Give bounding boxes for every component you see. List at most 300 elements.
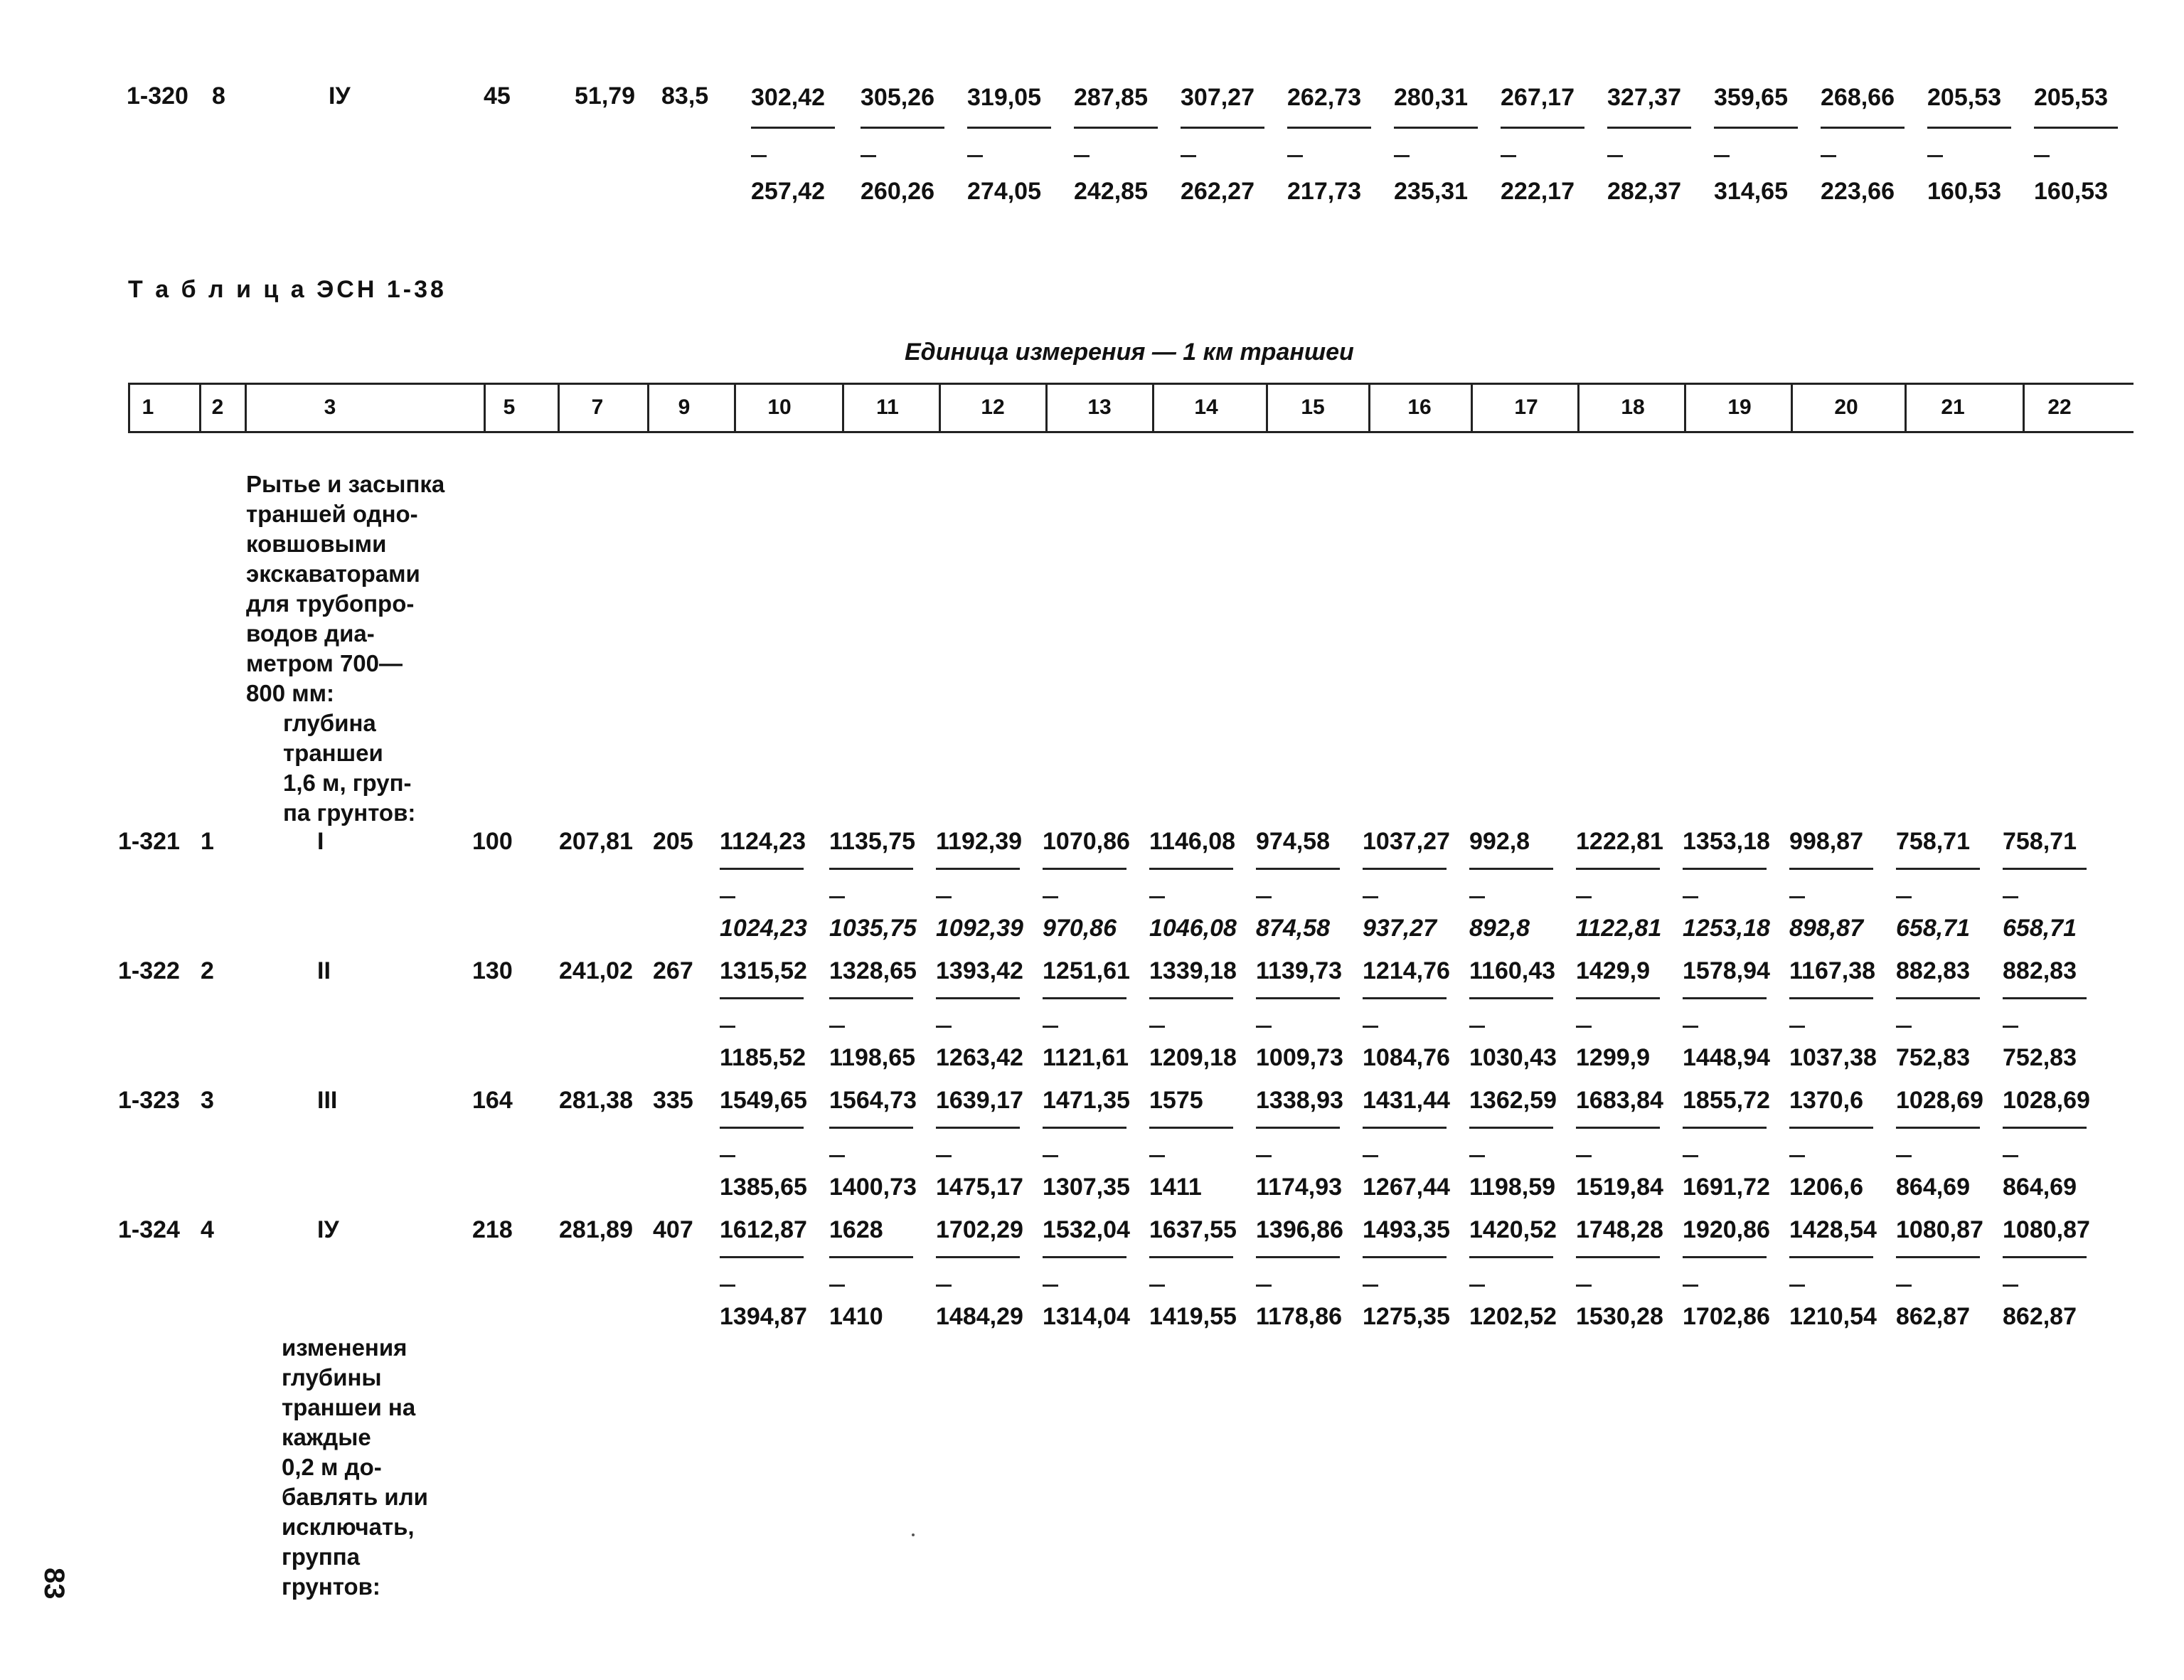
price-top: 1028,69 <box>1896 1087 1983 1114</box>
minus-sign <box>2003 1285 2018 1287</box>
minus-sign <box>1043 1026 1058 1028</box>
row-c9: 335 <box>653 1087 693 1114</box>
minus-sign <box>936 1155 952 1157</box>
price-top: 1135,75 <box>829 828 916 855</box>
minus-sign <box>1149 896 1165 898</box>
price-top: 205,53 <box>2034 84 2108 111</box>
price-top: 1160,43 <box>1469 957 1556 984</box>
price-top: 758,71 <box>2003 828 2077 855</box>
depth-subdescription: глубина траншеи 1,6 м, груп- па грунтов: <box>283 710 416 826</box>
minus-sign <box>751 155 767 157</box>
price-bottom: 1394,87 <box>720 1303 807 1330</box>
price-bottom: 1174,93 <box>1256 1174 1343 1201</box>
header-cell: 22 <box>2047 395 2072 419</box>
price-bottom: 217,73 <box>1287 178 1361 205</box>
minus-sign <box>936 1285 952 1287</box>
fraction-rule <box>720 997 804 999</box>
price-bottom: 1400,73 <box>829 1174 917 1201</box>
fraction-rule <box>720 868 804 870</box>
header-divider <box>842 384 844 432</box>
fraction-rule <box>1287 127 1371 129</box>
price-bottom: 1307,35 <box>1043 1174 1130 1201</box>
price-top: 1393,42 <box>936 957 1023 984</box>
fraction-rule <box>1256 868 1340 870</box>
fraction-rule <box>861 127 944 129</box>
fraction-rule <box>720 1127 804 1129</box>
price-bottom: 1691,72 <box>1683 1174 1770 1201</box>
fraction-rule <box>1149 868 1233 870</box>
minus-sign <box>1821 155 1836 157</box>
price-bottom: 1046,08 <box>1149 915 1237 942</box>
price-bottom: 1314,04 <box>1043 1303 1130 1330</box>
price-bottom: 1198,59 <box>1469 1174 1556 1201</box>
minus-sign <box>1789 1155 1805 1157</box>
fraction-rule <box>1256 1256 1340 1258</box>
fraction-rule <box>829 1256 913 1258</box>
minus-sign <box>1181 155 1196 157</box>
price-bottom: 1267,44 <box>1363 1174 1450 1201</box>
price-top: 1251,61 <box>1043 957 1130 984</box>
price-bottom: 1084,76 <box>1363 1044 1450 1071</box>
prev-row-group: IУ <box>329 83 351 110</box>
minus-sign <box>720 1026 735 1028</box>
fraction-rule <box>1256 1127 1340 1129</box>
row-c7: 241,02 <box>559 957 633 984</box>
fraction-rule <box>1394 127 1478 129</box>
minus-sign <box>720 1155 735 1157</box>
price-top: 305,26 <box>861 84 934 111</box>
price-top: 1167,38 <box>1789 957 1876 984</box>
minus-sign <box>1896 896 1912 898</box>
minus-sign <box>1501 155 1516 157</box>
price-top: 1139,73 <box>1256 957 1343 984</box>
header-cell: 13 <box>1087 395 1112 419</box>
price-top: 1748,28 <box>1576 1216 1663 1243</box>
price-bottom: 235,31 <box>1394 178 1468 205</box>
header-divider <box>484 384 486 432</box>
minus-sign <box>1363 1026 1378 1028</box>
fraction-rule <box>829 868 913 870</box>
fraction-rule <box>1074 127 1158 129</box>
fraction-rule <box>1896 1127 1980 1129</box>
price-bottom: 937,27 <box>1363 915 1437 942</box>
minus-sign <box>1043 1285 1058 1287</box>
price-top: 882,83 <box>2003 957 2077 984</box>
price-bottom: 257,42 <box>751 178 825 205</box>
price-top: 1493,35 <box>1363 1216 1450 1243</box>
fraction-rule <box>1576 1127 1660 1129</box>
minus-sign <box>829 1285 845 1287</box>
fraction-rule <box>1683 997 1767 999</box>
price-top: 1353,18 <box>1683 828 1770 855</box>
price-bottom: 892,8 <box>1469 915 1530 942</box>
header-cell: 14 <box>1194 395 1218 419</box>
price-bottom: 260,26 <box>861 178 934 205</box>
header-divider <box>1368 384 1370 432</box>
price-bottom: 223,66 <box>1821 178 1895 205</box>
header-cell: 12 <box>981 395 1005 419</box>
price-top: 1702,29 <box>936 1216 1023 1243</box>
header-cell: 18 <box>1621 395 1645 419</box>
price-top: 998,87 <box>1789 828 1863 855</box>
header-cell: 10 <box>767 395 792 419</box>
price-top: 1037,27 <box>1363 828 1450 855</box>
row-c5: 164 <box>472 1087 513 1114</box>
fraction-rule <box>1896 997 1980 999</box>
minus-sign <box>1683 1155 1698 1157</box>
price-bottom: 274,05 <box>967 178 1041 205</box>
header-cell: 7 <box>591 395 604 419</box>
fraction-rule <box>1363 1256 1447 1258</box>
header-divider <box>1471 384 1473 432</box>
fraction-rule <box>1256 997 1340 999</box>
header-divider <box>647 384 649 432</box>
header-cell: 17 <box>1514 395 1538 419</box>
price-top: 1532,04 <box>1043 1216 1130 1243</box>
fraction-rule <box>1149 997 1233 999</box>
price-bottom: 1519,84 <box>1576 1174 1663 1201</box>
price-bottom: 1209,18 <box>1149 1044 1237 1071</box>
price-bottom: 1092,39 <box>936 915 1023 942</box>
price-top: 992,8 <box>1469 828 1530 855</box>
fraction-rule <box>1896 868 1980 870</box>
price-top: 1080,87 <box>2003 1216 2090 1243</box>
price-top: 1683,84 <box>1576 1087 1663 1114</box>
price-top: 359,65 <box>1714 84 1788 111</box>
minus-sign <box>1149 1285 1165 1287</box>
row-code: 1-324 <box>118 1216 180 1243</box>
fraction-rule <box>1576 868 1660 870</box>
minus-sign <box>1469 1026 1485 1028</box>
price-top: 1612,87 <box>720 1216 807 1243</box>
price-bottom: 862,87 <box>1896 1303 1970 1330</box>
minus-sign <box>720 1285 735 1287</box>
price-bottom: 1121,61 <box>1043 1044 1129 1071</box>
price-top: 1338,93 <box>1256 1087 1343 1114</box>
price-top: 758,71 <box>1896 828 1970 855</box>
header-divider <box>2023 384 2025 432</box>
minus-sign <box>1256 896 1272 898</box>
row-group: II <box>317 957 331 984</box>
price-bottom: 1122,81 <box>1576 915 1662 942</box>
row-num: 2 <box>201 957 214 984</box>
minus-sign <box>1683 896 1698 898</box>
price-top: 1192,39 <box>936 828 1023 855</box>
minus-sign <box>861 155 876 157</box>
header-cell: 3 <box>324 395 336 419</box>
row-code: 1-323 <box>118 1087 180 1114</box>
price-bottom: 1385,65 <box>720 1174 807 1201</box>
fraction-rule <box>1469 1256 1553 1258</box>
fraction-rule <box>2003 997 2087 999</box>
minus-sign <box>1363 1155 1378 1157</box>
fraction-rule <box>936 868 1020 870</box>
price-top: 1549,65 <box>720 1087 807 1114</box>
page-number: 83 <box>38 1568 70 1600</box>
price-top: 1028,69 <box>2003 1087 2090 1114</box>
fraction-rule <box>2034 127 2118 129</box>
fraction-rule <box>1683 1127 1767 1129</box>
price-top: 1420,52 <box>1469 1216 1557 1243</box>
header-cell: 21 <box>1941 395 1965 419</box>
minus-sign <box>2003 896 2018 898</box>
fraction-rule <box>1181 127 1264 129</box>
fraction-rule <box>829 997 913 999</box>
row-c7: 281,89 <box>559 1216 633 1243</box>
price-top: 287,85 <box>1074 84 1148 111</box>
header-cell: 2 <box>211 395 224 419</box>
price-top: 1222,81 <box>1576 828 1663 855</box>
price-bottom: 1411 <box>1149 1174 1202 1201</box>
header-divider <box>245 384 247 432</box>
price-bottom: 1702,86 <box>1683 1303 1770 1330</box>
price-top: 268,66 <box>1821 84 1895 111</box>
price-top: 1315,52 <box>720 957 807 984</box>
price-bottom: 1484,29 <box>936 1303 1023 1330</box>
row-c5: 218 <box>472 1216 513 1243</box>
fraction-rule <box>1821 127 1905 129</box>
header-cell: 1 <box>142 395 154 419</box>
minus-sign <box>1363 896 1378 898</box>
header-divider <box>558 384 560 432</box>
price-bottom: 1024,23 <box>720 915 807 942</box>
fraction-rule <box>1043 868 1126 870</box>
price-bottom: 1035,75 <box>829 915 917 942</box>
header-cell: 19 <box>1727 395 1752 419</box>
fraction-rule <box>936 1127 1020 1129</box>
header-cell: 20 <box>1834 395 1858 419</box>
header-divider <box>1905 384 1907 432</box>
fraction-rule <box>967 127 1051 129</box>
fraction-rule <box>1043 997 1126 999</box>
row-c9: 267 <box>653 957 693 984</box>
price-bottom: 752,83 <box>1896 1044 1970 1071</box>
minus-sign <box>1789 1285 1805 1287</box>
fraction-rule <box>1714 127 1798 129</box>
price-bottom: 1202,52 <box>1469 1303 1557 1330</box>
price-top: 1080,87 <box>1896 1216 1983 1243</box>
fraction-rule <box>2003 1127 2087 1129</box>
stray-mark <box>912 1533 915 1536</box>
minus-sign <box>1043 1155 1058 1157</box>
fraction-rule <box>1501 127 1584 129</box>
minus-sign <box>936 896 952 898</box>
price-top: 1639,17 <box>936 1087 1023 1114</box>
minus-sign <box>2034 155 2050 157</box>
fraction-rule <box>720 1256 804 1258</box>
fraction-rule <box>1363 868 1447 870</box>
fraction-rule <box>1789 1256 1873 1258</box>
minus-sign <box>1256 1026 1272 1028</box>
row-code: 1-322 <box>118 957 180 984</box>
fraction-rule <box>1363 997 1447 999</box>
minus-sign <box>829 1026 845 1028</box>
header-divider <box>734 384 736 432</box>
price-top: 302,42 <box>751 84 825 111</box>
price-bottom: 222,17 <box>1501 178 1575 205</box>
price-top: 1471,35 <box>1043 1087 1130 1114</box>
price-bottom: 1253,18 <box>1683 915 1770 942</box>
price-bottom: 1419,55 <box>1149 1303 1237 1330</box>
minus-sign <box>936 1026 952 1028</box>
price-bottom: 1009,73 <box>1256 1044 1343 1071</box>
minus-sign <box>1469 1285 1485 1287</box>
price-bottom: 160,53 <box>2034 178 2108 205</box>
row-c7: 207,81 <box>559 828 633 855</box>
minus-sign <box>1896 1026 1912 1028</box>
header-bottom-rule <box>128 431 2134 433</box>
price-bottom: 1299,9 <box>1576 1044 1650 1071</box>
fraction-rule <box>1896 1256 1980 1258</box>
minus-sign <box>1469 1155 1485 1157</box>
fraction-rule <box>1363 1127 1447 1129</box>
row-group: IУ <box>317 1216 339 1243</box>
minus-sign <box>1714 155 1730 157</box>
fraction-rule <box>1789 997 1873 999</box>
minus-sign <box>1074 155 1090 157</box>
minus-sign <box>1469 896 1485 898</box>
minus-sign <box>1607 155 1623 157</box>
header-cell: 11 <box>876 395 899 419</box>
price-bottom: 314,65 <box>1714 178 1788 205</box>
price-bottom: 1275,35 <box>1363 1303 1450 1330</box>
price-top: 1396,86 <box>1256 1216 1343 1243</box>
prev-row-c9: 83,5 <box>661 83 709 110</box>
price-top: 1362,59 <box>1469 1087 1557 1114</box>
minus-sign <box>829 1155 845 1157</box>
minus-sign <box>1149 1155 1165 1157</box>
price-bottom: 874,58 <box>1256 915 1330 942</box>
fraction-rule <box>1683 868 1767 870</box>
minus-sign <box>1043 896 1058 898</box>
row-c7: 281,38 <box>559 1087 633 1114</box>
row-group: III <box>317 1087 338 1114</box>
fraction-rule <box>1576 1256 1660 1258</box>
prev-row-code: 1-320 <box>127 83 188 110</box>
header-top-rule <box>128 383 2134 385</box>
price-bottom: 1030,43 <box>1469 1044 1557 1071</box>
price-top: 267,17 <box>1501 84 1575 111</box>
price-top: 1575 <box>1149 1087 1203 1114</box>
fraction-rule <box>936 1256 1020 1258</box>
price-top: 1920,86 <box>1683 1216 1770 1243</box>
fraction-rule <box>1576 997 1660 999</box>
minus-sign <box>1896 1155 1912 1157</box>
price-bottom: 1448,94 <box>1683 1044 1770 1071</box>
price-top: 882,83 <box>1896 957 1970 984</box>
fraction-rule <box>2003 1256 2087 1258</box>
price-top: 1214,76 <box>1363 957 1450 984</box>
price-bottom: 1198,65 <box>829 1044 916 1071</box>
price-top: 1146,08 <box>1149 828 1236 855</box>
fraction-rule <box>1469 868 1553 870</box>
price-top: 205,53 <box>1927 84 2001 111</box>
price-top: 307,27 <box>1181 84 1255 111</box>
row-c5: 130 <box>472 957 513 984</box>
row-code: 1-321 <box>118 828 180 855</box>
fraction-rule <box>1043 1256 1126 1258</box>
price-top: 1339,18 <box>1149 957 1237 984</box>
minus-sign <box>2003 1155 2018 1157</box>
minus-sign <box>967 155 983 157</box>
minus-sign <box>1683 1285 1698 1287</box>
price-top: 1370,6 <box>1789 1087 1863 1114</box>
minus-sign <box>1576 896 1592 898</box>
minus-sign <box>2003 1026 2018 1028</box>
price-top: 1431,44 <box>1363 1087 1450 1114</box>
price-bottom: 1475,17 <box>936 1174 1023 1201</box>
row-group: I <box>317 828 324 855</box>
price-top: 1637,55 <box>1149 1216 1237 1243</box>
fraction-rule <box>936 997 1020 999</box>
section-description: Рытье и засыпка траншей одно- ковшовыми экскаваторами для трубопро- водов диа- метром 700— 800 мм: <box>246 471 445 706</box>
price-bottom: 1206,6 <box>1789 1174 1863 1201</box>
row-c9: 407 <box>653 1216 693 1243</box>
prev-row-num: 8 <box>212 83 225 110</box>
fraction-rule <box>1607 127 1691 129</box>
price-bottom: 1210,54 <box>1789 1303 1877 1330</box>
prev-row-c7: 51,79 <box>575 83 636 110</box>
minus-sign <box>1256 1285 1272 1287</box>
price-top: 327,37 <box>1607 84 1681 111</box>
header-divider <box>1791 384 1793 432</box>
price-top: 1428,54 <box>1789 1216 1877 1243</box>
price-top: 1578,94 <box>1683 957 1770 984</box>
minus-sign <box>1256 1155 1272 1157</box>
fraction-rule <box>829 1127 913 1129</box>
minus-sign <box>1789 1026 1805 1028</box>
minus-sign <box>1287 155 1303 157</box>
price-bottom: 970,86 <box>1043 915 1117 942</box>
fraction-rule <box>1149 1127 1233 1129</box>
minus-sign <box>720 896 735 898</box>
fraction-rule <box>1043 1127 1126 1129</box>
fraction-rule <box>751 127 835 129</box>
price-top: 1070,86 <box>1043 828 1130 855</box>
price-top: 280,31 <box>1394 84 1468 111</box>
price-bottom: 262,27 <box>1181 178 1255 205</box>
price-bottom: 1037,38 <box>1789 1044 1877 1071</box>
minus-sign <box>829 896 845 898</box>
footer-note: изменения глубины траншеи на каждые 0,2 м до- бавлять или исключать, группа грунтов: <box>282 1334 428 1600</box>
price-bottom: 658,71 <box>2003 915 2077 942</box>
row-num: 4 <box>201 1216 214 1243</box>
prev-row-c5: 45 <box>484 83 511 110</box>
header-divider <box>939 384 941 432</box>
fraction-rule <box>1469 1127 1553 1129</box>
header-divider <box>1045 384 1048 432</box>
fraction-rule <box>1469 997 1553 999</box>
price-bottom: 862,87 <box>2003 1303 2077 1330</box>
header-divider <box>1577 384 1580 432</box>
minus-sign <box>1789 896 1805 898</box>
price-bottom: 864,69 <box>1896 1174 1970 1201</box>
header-divider <box>1266 384 1268 432</box>
price-bottom: 1178,86 <box>1256 1303 1343 1330</box>
row-c9: 205 <box>653 828 693 855</box>
fraction-rule <box>2003 868 2087 870</box>
fraction-rule <box>1149 1256 1233 1258</box>
minus-sign <box>1927 155 1943 157</box>
price-bottom: 1185,52 <box>720 1044 806 1071</box>
minus-sign <box>1683 1026 1698 1028</box>
price-bottom: 864,69 <box>2003 1174 2077 1201</box>
row-num: 3 <box>201 1087 214 1114</box>
fraction-rule <box>1927 127 2011 129</box>
price-top: 974,58 <box>1256 828 1330 855</box>
price-bottom: 282,37 <box>1607 178 1681 205</box>
row-c5: 100 <box>472 828 513 855</box>
